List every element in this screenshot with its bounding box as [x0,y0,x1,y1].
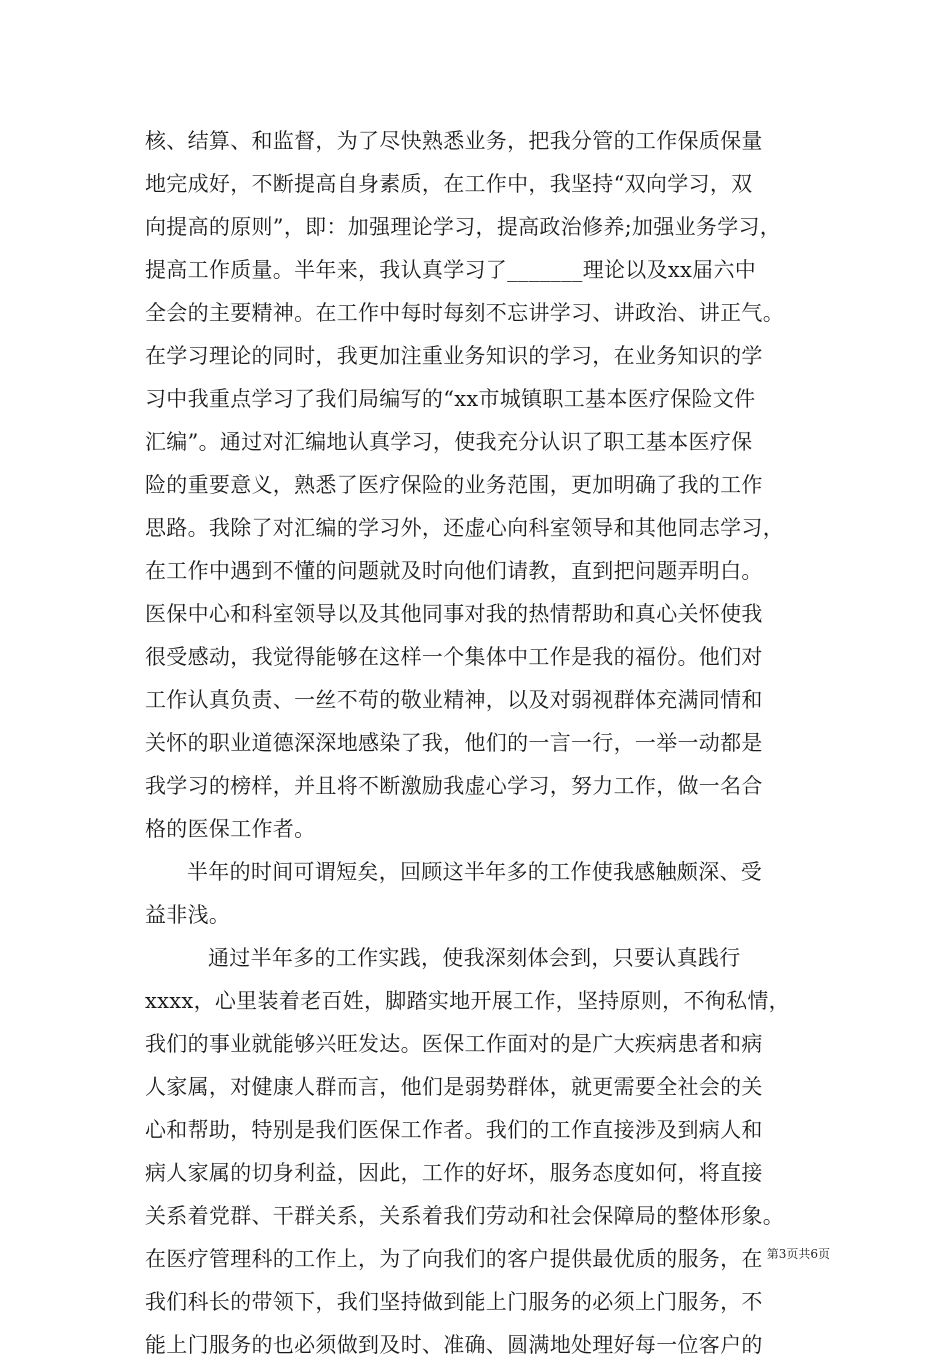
text-line: 习中我重点学习了我们局编写的“xx市城镇职工基本医疗保险文件 [145,387,756,411]
text-line: 工作认真负责、一丝不苟的敬业精神，以及对弱视群体充满同情和 [145,688,763,712]
text-line: 关系着党群、干群关系，关系着我们劳动和社会保障局的整体形象。 [145,1204,784,1228]
text-line: 病人家属的切身利益，因此，工作的好坏，服务态度如何，将直接 [145,1161,763,1185]
text-line: 核、结算、和监督，为了尽快熟悉业务，把我分管的工作保质保量 [145,129,763,153]
text-line: 医保中心和科室领导以及其他同事对我的热情帮助和真心关怀使我 [145,602,763,626]
text-line: 我们的事业就能够兴旺发达。医保工作面对的是广大疾病患者和病 [145,1032,763,1056]
body-text [145,120,825,1367]
text-line: 地完成好，不断提高自身素质，在工作中，我坚持“双向学习，双 [145,172,753,196]
text-line: xxxx，心里装着老百姓，脚踏实地开展工作，坚持原则，不徇私情， [145,989,790,1013]
text-line: 能上门服务的也必须做到及时、准确、圆满地处理好每一位客户的 [145,1333,763,1357]
text-line: 在医疗管理科的工作上，为了向我们的客户提供最优质的服务，在 [145,1247,763,1271]
text-line: 心和帮助，特别是我们医保工作者。我们的工作直接涉及到病人和 [145,1118,763,1142]
text-line: 益非浅。 [145,903,231,927]
text-line: 我学习的榜样，并且将不断激励我虚心学习，努力工作，做一名合 [145,774,763,798]
text-line: 人家属，对健康人群而言，他们是弱势群体，就更需要全社会的关 [145,1075,763,1099]
text-line: 提高工作质量。半年来，我认真学习了_______理论以及xx届六中 [145,258,757,282]
paragraph-start-line: 通过半年多的工作实践，使我深刻体会到，只要认真践行 [208,946,741,970]
text-line: 在学习理论的同时，我更加注重业务知识的学习，在业务知识的学 [145,344,763,368]
paragraph-start-line: 半年的时间可谓短矣，回顾这半年多的工作使我感触颇深、受 [187,860,763,884]
text-line: 全会的主要精神。在工作中每时每刻不忘讲学习、讲政治、讲正气。 [145,301,784,325]
text-line: 很受感动，我觉得能够在这样一个集体中工作是我的福份。他们对 [145,645,763,669]
text-line: 汇编”。通过对汇编地认真学习，使我充分认识了职工基本医疗保 [145,430,753,454]
text-line: 格的医保工作者。 [145,817,316,841]
text-line: 险的重要意义，熟悉了医疗保险的业务范围，更加明确了我的工作 [145,473,763,497]
text-line: 在工作中遇到不懂的问题就及时向他们请教，直到把问题弄明白。 [145,559,763,583]
text-line: 向提高的原则”，即：加强理论学习，提高政治修养;加强业务学习， [145,215,782,239]
text-line: 思路。我除了对汇编的学习外，还虚心向科室领导和其他同志学习， [145,516,784,540]
text-line: 关怀的职业道德深深地感染了我，他们的一言一行，一举一动都是 [145,731,763,755]
page-number: 第3页共6页 [766,1247,830,1261]
text-line: 我们科长的带领下，我们坚持做到能上门服务的必须上门服务，不 [145,1290,763,1314]
